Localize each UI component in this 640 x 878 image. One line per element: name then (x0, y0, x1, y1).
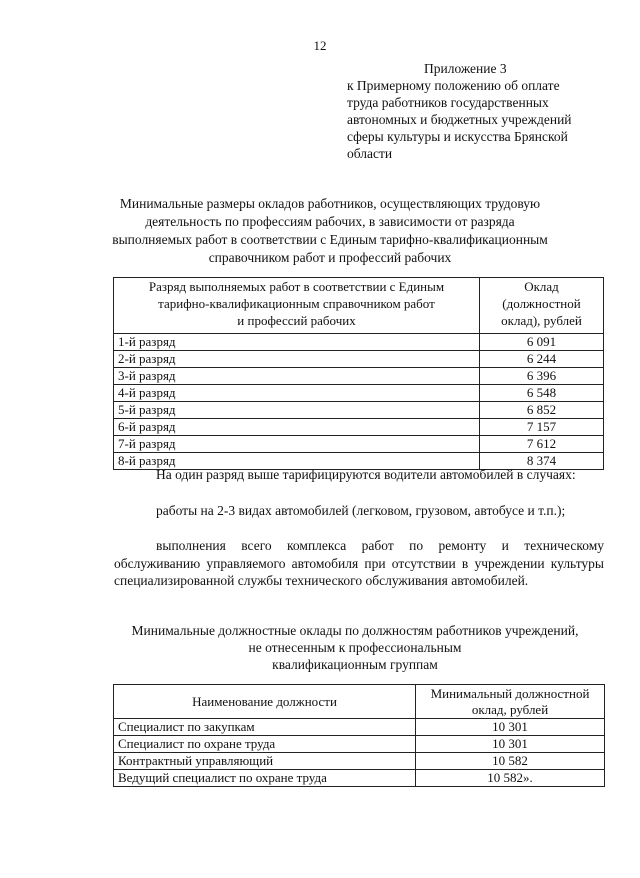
table-row (114, 402, 604, 419)
positions-salary-table (113, 684, 605, 787)
salary-cell: 10 301 (416, 736, 605, 753)
table-row (114, 351, 604, 368)
header-salary (480, 278, 604, 334)
paragraph-maintenance: выполнения всего комплекса работ по ремонту и техническому обслуживанию управляемого автомобиля при отсутствии в учреждении культуры специализированной службы технического обслуживания автомобилей. (114, 538, 604, 588)
table-row (114, 753, 605, 770)
appendix-line: области (347, 146, 393, 161)
salary-cell: 6 548 (480, 385, 604, 402)
header-line: Разряд выполняемых работ в соответствии с Единым (148, 279, 445, 294)
header-line: и профессий рабочих (237, 313, 356, 328)
title-line: не отнесенным к профессиональным (248, 640, 462, 655)
appendix-line: труда работников государственных (347, 95, 549, 110)
salary-cell: 6 396 (480, 368, 604, 385)
header-salary (416, 685, 605, 719)
title-line: Минимальные должностные оклады по должностям работников учреждений, (131, 623, 579, 638)
grade-cell: 6-й разряд (114, 419, 480, 436)
header-line: тарифно-квалификационным справочником работ (158, 296, 435, 311)
position-cell: Ведущий специалист по охране труда (114, 770, 416, 787)
grade-cell: 3-й разряд (114, 368, 480, 385)
grade-cell: 1-й разряд (114, 334, 480, 351)
grade-cell: 8-й разряд (114, 453, 480, 470)
appendix-line: автономных и бюджетных учреждений (347, 112, 572, 127)
title-line: справочником работ и профессий рабочих (208, 250, 452, 265)
table-row (114, 436, 604, 453)
grade-cell: 4-й разряд (114, 385, 480, 402)
table-row (114, 719, 605, 736)
salary-cell: 10 301 (416, 719, 605, 736)
paragraph-vehicle-types: работы на 2-3 видах автомобилей (легковом, грузовом, автобусе и т.п.); (156, 503, 566, 518)
position-cell: Специалист по охране труда (114, 736, 416, 753)
grade-cell: 5-й разряд (114, 402, 480, 419)
table-row (114, 368, 604, 385)
salary-cell: 6 852 (480, 402, 604, 419)
position-cell: Контрактный управляющий (114, 753, 416, 770)
table-row (114, 736, 605, 753)
appendix-title: Приложение 3 (424, 61, 507, 76)
section2-title (90, 622, 620, 673)
title-line: Минимальные размеры окладов работников, осуществляющих трудовую (119, 196, 541, 211)
salary-cell: 10 582 (416, 753, 605, 770)
header-line: Минимальный должностной (430, 685, 590, 701)
table-row (114, 419, 604, 436)
table-row (114, 334, 604, 351)
table-row (114, 385, 604, 402)
appendix-line: к Примерному положению об оплате (347, 78, 560, 93)
position-cell: Специалист по закупкам (114, 719, 416, 736)
title-line: деятельность по профессиям рабочих, в зависимости от разряда (145, 214, 515, 229)
grade-cell: 2-й разряд (114, 351, 480, 368)
page-number: 12 (313, 38, 327, 53)
table-header-row (114, 278, 604, 334)
appendix-header (347, 60, 617, 162)
salary-cell: 6 091 (480, 334, 604, 351)
appendix-line: сферы культуры и искусства Брянской (347, 129, 568, 144)
title-line: выполняемых работ в соответствии с Единым тарифно-квалификационным (112, 232, 548, 247)
table-header-row (114, 685, 605, 719)
salary-cell: 7 157 (480, 419, 604, 436)
header-line: оклад, рублей (471, 701, 549, 717)
salary-cell: 7 612 (480, 436, 604, 453)
salary-cell: 8 374 (480, 453, 604, 470)
section1-title (100, 195, 560, 267)
title-line: квалификационным группам (272, 657, 438, 672)
header-grade (114, 278, 480, 334)
workers-salary-table (113, 277, 604, 470)
header-line: Оклад (524, 279, 559, 294)
salary-cell: 6 244 (480, 351, 604, 368)
header-line: оклад), рублей (501, 313, 582, 328)
paragraph-drivers: На один разряд выше тарифицируются водители автомобилей в случаях: (156, 467, 576, 482)
salary-cell: 10 582». (416, 770, 605, 787)
table-row (114, 770, 605, 787)
header-position: Наименование должности (114, 685, 416, 719)
header-line: (должностной (502, 296, 581, 311)
grade-cell: 7-й разряд (114, 436, 480, 453)
